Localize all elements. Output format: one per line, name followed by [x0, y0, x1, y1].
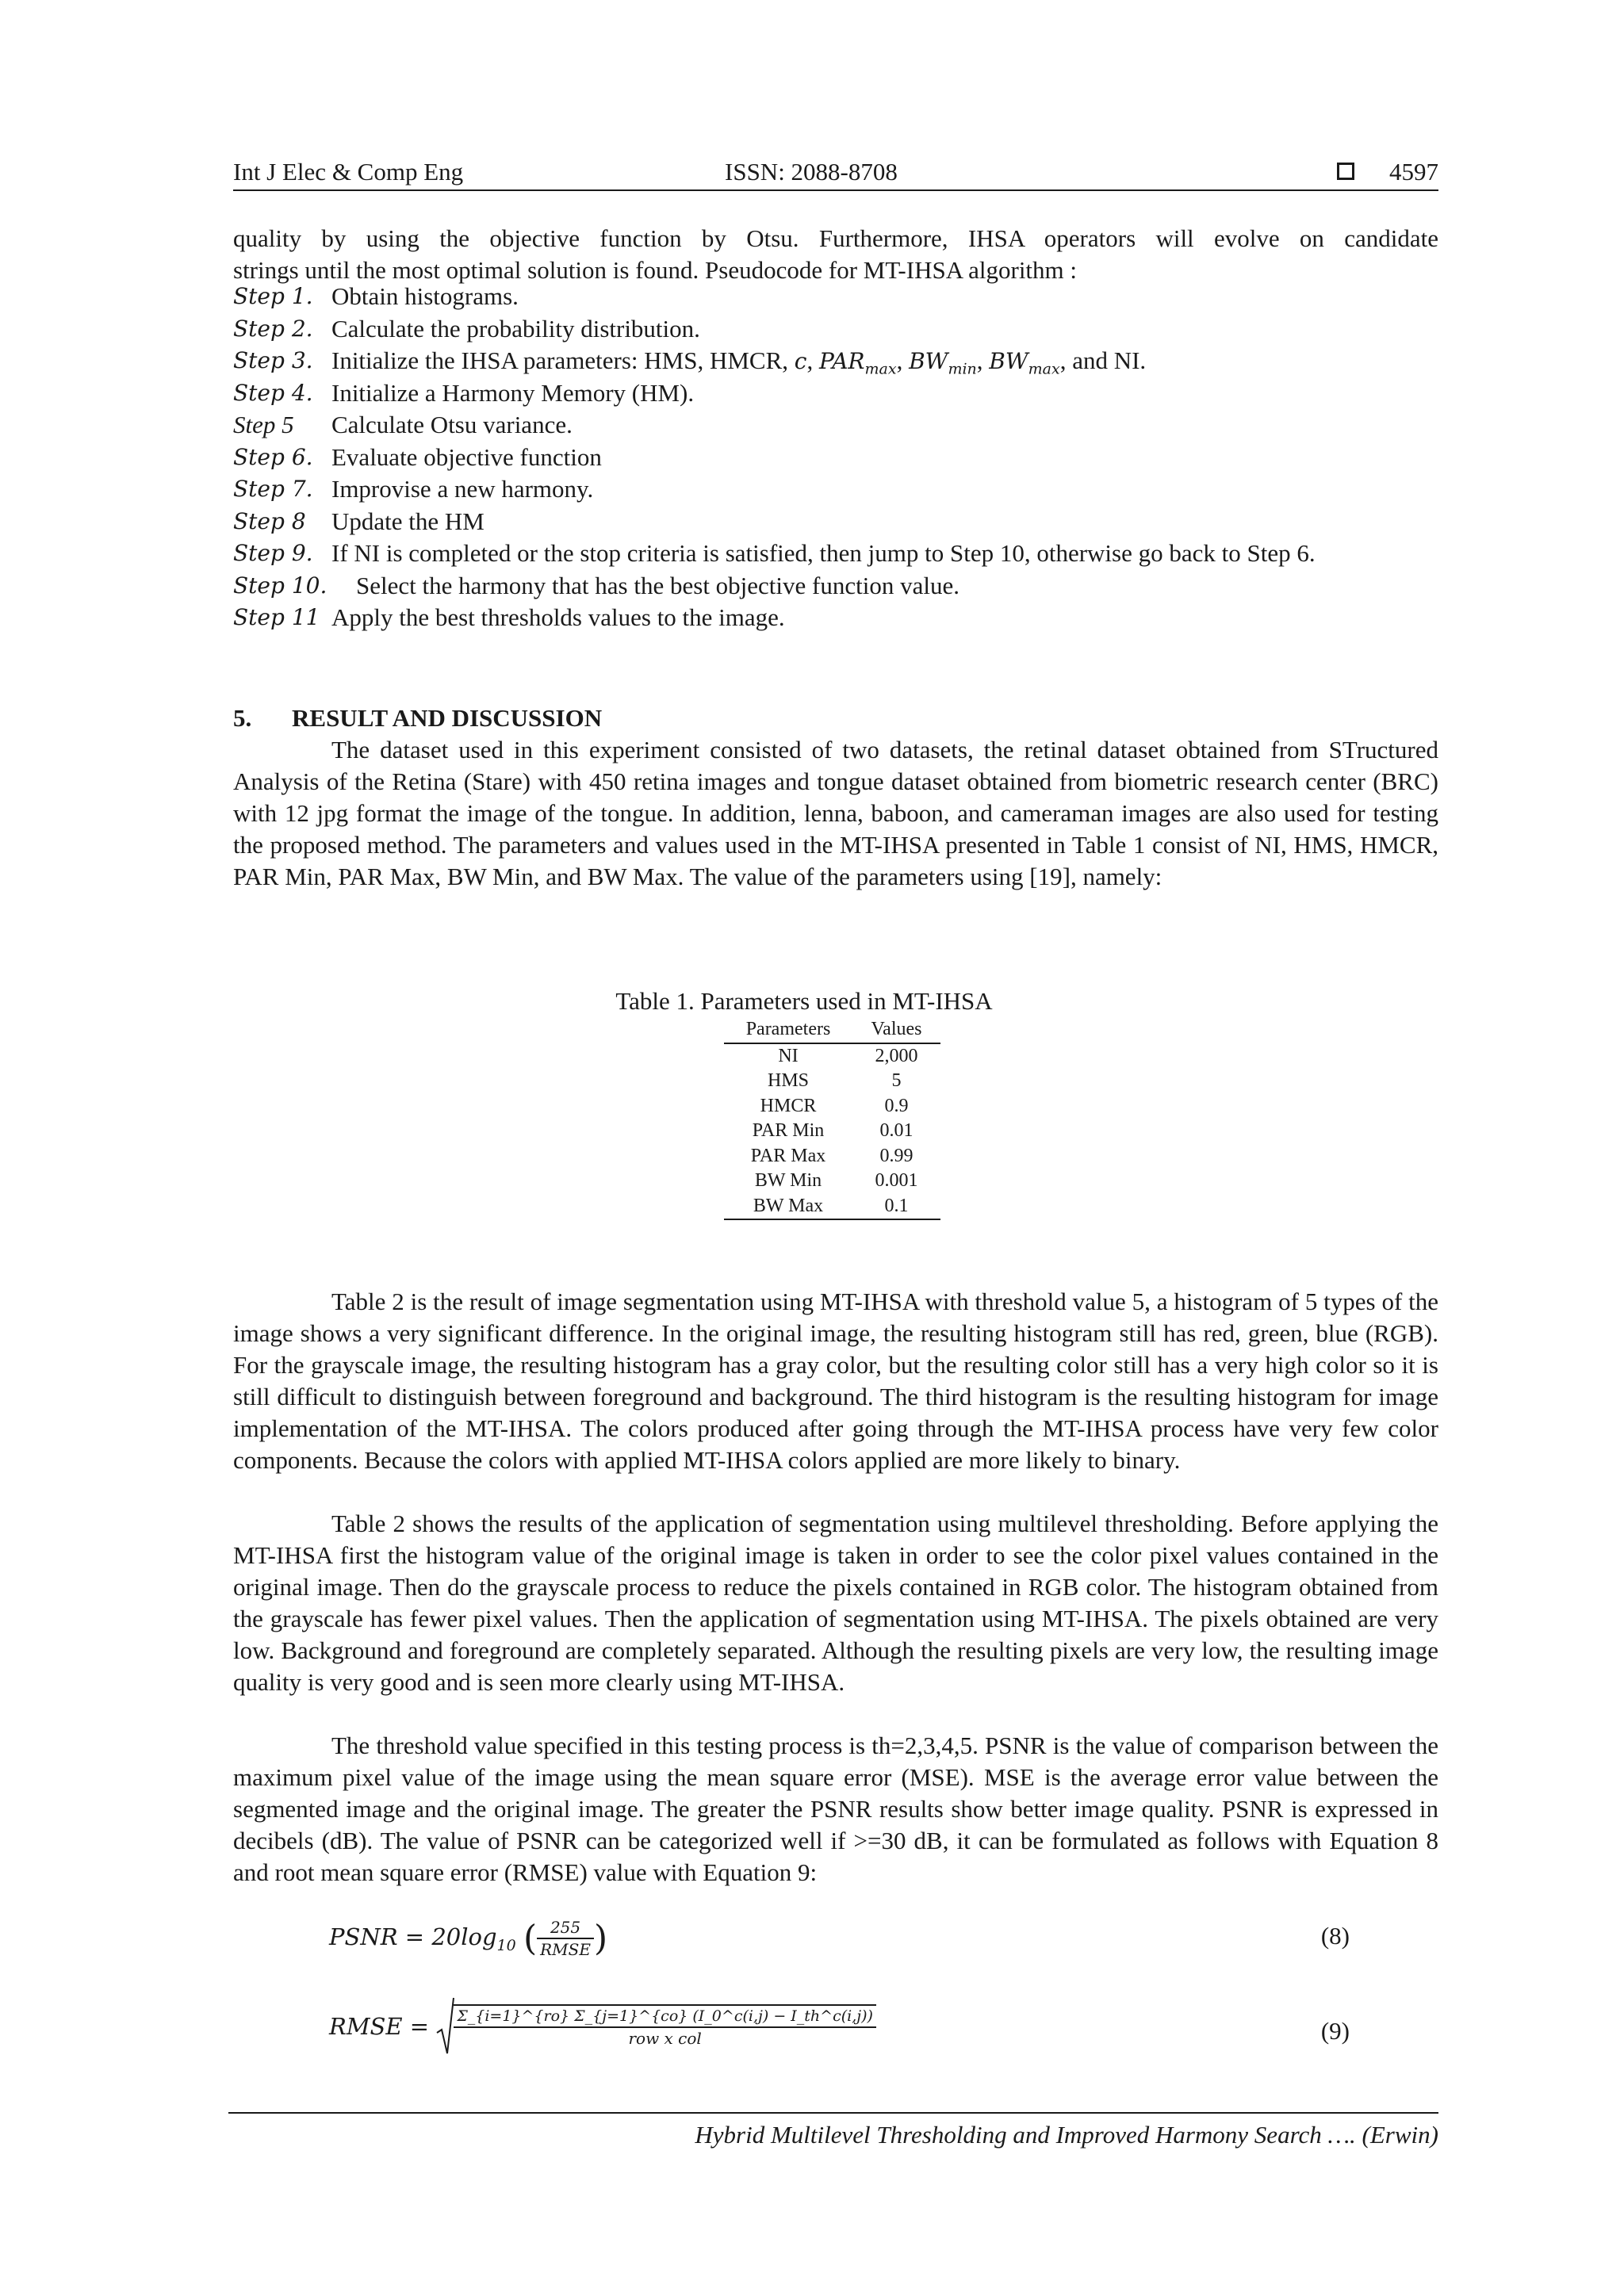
- intro-line-1: quality by using the objective function by Otsu. Furthermore, IHSA operators will evolve on candidate: [233, 224, 1438, 252]
- step-label: Step 9.: [233, 540, 313, 566]
- step-label: Step 10.: [233, 572, 327, 599]
- step-5: [233, 409, 1454, 442]
- math-sub: min: [948, 360, 977, 378]
- step-label: Step 2.: [233, 315, 313, 342]
- table-cell: 0.1: [852, 1194, 940, 1220]
- equation-lhs: RMSE =: [329, 2013, 437, 2040]
- step-text: Calculate Otsu variance.: [331, 411, 573, 438]
- paragraph-histogram: Table 2 is the result of image segmentation using MT-IHSA with threshold value 5, a histogram of 5 types of the image shows a very significant difference. In the original image, the resulting histogram still has red, green, blue (RGB). For the grayscale image, the resulting histogram has a gray color, but the resulting color still has a very high color so it is still difficult to distinguish between foreground and background. The third histogram is the resulting histogram for image implementation of the MT-IHSA. The colors produced after going through the MT-IHSA process have very few color components. Because the colors with applied MT-IHSA colors applied are more likely to binary.: [233, 1288, 1438, 1474]
- header-rule: [233, 189, 1438, 191]
- step-text: Obtain histograms.: [331, 282, 519, 310]
- table-cell: 0.001: [875, 1170, 918, 1191]
- table-row: [724, 1043, 940, 1070]
- step-text: Update the HM: [331, 507, 485, 535]
- table-cell: BW Min: [754, 1170, 822, 1191]
- step-label: Step 4.: [233, 379, 313, 406]
- table-row: [724, 1194, 940, 1220]
- radical-icon: [436, 1996, 455, 2057]
- step-text: Evaluate objective function: [331, 442, 602, 471]
- table-row: [724, 1169, 940, 1194]
- parameters-table: [724, 1017, 940, 1220]
- table-cell: BW Max: [724, 1194, 852, 1220]
- step-text-part: , and NI.: [1059, 346, 1147, 374]
- equation-lhs: PSNR = 20log: [329, 1923, 497, 1950]
- step-9: [233, 538, 1454, 570]
- step-text-part: Initialize the IHSA parameters: HMS, HMCR,: [331, 346, 795, 374]
- step-label: Step 8: [233, 507, 306, 534]
- column-header: Parameters: [724, 1017, 852, 1043]
- section-number: 5.: [233, 704, 252, 732]
- table-cell: PAR Max: [750, 1145, 826, 1166]
- table-caption-text: Table 1. Parameters used in MT-IHSA: [615, 987, 993, 1015]
- table-row: [724, 1094, 940, 1119]
- equation-subscript: 10: [496, 1936, 516, 1954]
- section-heading: [233, 702, 602, 734]
- step-3: [233, 345, 1454, 377]
- math-bw-min: [909, 348, 977, 378]
- journal-name: Int J Elec & Comp Eng: [233, 158, 464, 186]
- pseudocode-steps: [233, 281, 1454, 634]
- math-par: PAR: [818, 348, 865, 374]
- step-text: Initialize the IHSA parameters: HMS, HMCR, c, $PAR_{max}$, $BW_{min}$, $BW_{max}$, and NI.: [331, 346, 1147, 378]
- step-text: Apply the best thresholds values to the image.: [331, 603, 785, 631]
- equation-9: [329, 1996, 876, 2057]
- math-bw: BW: [909, 348, 948, 374]
- fraction-numerator: 255: [537, 1917, 594, 1939]
- step-label: Step 11: [233, 604, 320, 630]
- paragraph-psnr: The threshold value specified in this testing process is th=2,3,4,5. PSNR is the value of comparison between the maximum pixel value of the image using the mean square error (MSE). MSE is the average error value between the segmented image and the original image. The greater the PSNR results show better image quality. PSNR is expressed in decibels (dB). The value of PSNR can be categorized well if >=30 dB, it can be formulated as follows with Equation 8 and root mean square error (RMSE) value with Equation 9:: [233, 1732, 1438, 1886]
- fraction-denominator: RMSE: [540, 1940, 591, 1959]
- table-cell: 5: [891, 1070, 902, 1091]
- table-row: [724, 1119, 940, 1144]
- table-cell: 2,000: [875, 1045, 918, 1066]
- step-6: [233, 442, 1454, 474]
- running-footer: Hybrid Multilevel Thresholding and Improved Harmony Search …. (Erwin): [695, 2121, 1438, 2149]
- math-bw-max: [989, 348, 1060, 378]
- step-text: Improvise a new harmony.: [331, 475, 594, 503]
- equation-number: (9): [1320, 2017, 1350, 2045]
- step-10: [233, 570, 1454, 603]
- page-number: 4597: [1389, 158, 1438, 186]
- section-title: RESULT AND DISCUSSION: [292, 704, 603, 732]
- equation-8: [329, 1917, 607, 1960]
- math-par-max: [818, 348, 897, 378]
- table-row: [724, 1069, 940, 1094]
- step-label: Step 6.: [233, 443, 313, 470]
- square-root: [436, 1996, 876, 2057]
- step-label: Step 7.: [233, 476, 313, 502]
- step-2: [233, 313, 1454, 346]
- step-8: [233, 506, 1454, 538]
- paragraph-segmentation: Table 2 shows the results of the application of segmentation using multilevel thresholding. Before applying the MT-IHSA first the histogram value of the original image is taken in order to see the color pixel values contained in the original image. Then do the grayscale process to reduce the pixels contained in RGB color. The histogram obtained from the grayscale has fewer pixel values. Then the application of segmentation using MT-IHSA. The pixels obtained are very low. Background and foreground are completely separated. Although the resulting pixels are very low, the resulting image quality is very good and is seen more clearly using MT-IHSA.: [233, 1510, 1438, 1696]
- paragraph-dataset: The dataset used in this experiment consisted of two datasets, the retinal dataset obtained from STructured Analysis of the Retina (Stare) with 450 retina images and tongue dataset obtained from biometric research center (BRC) with 12 jpg format the image of the tongue. In addition, lenna, baboon, and cameraman images are also used for testing the proposed method. The parameters and values used in the MT-IHSA presented in Table 1 consist of NI, HMS, HMCR, PAR Min, PAR Max, BW Min, and BW Max. The value of the parameters using [19], namely:: [233, 736, 1438, 890]
- math-sub: max: [864, 360, 897, 378]
- table-cell: 0.9: [884, 1095, 909, 1116]
- intro-line-2: strings until the most optimal solution is found. Pseudocode for MT-IHSA algorithm :: [233, 256, 1078, 284]
- step-text: Initialize a Harmony Memory (HM).: [331, 378, 695, 407]
- left-paren: (: [523, 1918, 538, 1959]
- fraction: [537, 1917, 594, 1960]
- table-cell: 0.01: [879, 1120, 914, 1141]
- step-text: Select the harmony that has the best objective function value.: [356, 571, 959, 599]
- table-row: [724, 1144, 940, 1169]
- step-11: [233, 602, 1454, 634]
- footer-rule: [228, 2112, 1438, 2114]
- math-sub: max: [1028, 360, 1060, 378]
- table-cell: NI: [778, 1045, 799, 1066]
- fraction: [454, 2004, 876, 2049]
- table-header-row: [724, 1017, 940, 1043]
- running-header: [233, 155, 1438, 189]
- column-header: Values: [852, 1017, 940, 1043]
- table-cell: HMS: [767, 1070, 810, 1091]
- step-label: Step 1.: [233, 283, 313, 309]
- table-cell: 0.99: [879, 1145, 914, 1166]
- fraction-denominator: row x col: [628, 2029, 702, 2048]
- step-label: Step 5: [233, 411, 294, 438]
- step-label: Step 3.: [233, 347, 313, 373]
- right-paren: ): [593, 1918, 608, 1959]
- issn: ISSN: 2088-8708: [725, 158, 898, 186]
- equation-number: (8): [1320, 1922, 1350, 1950]
- step-7: [233, 473, 1454, 506]
- table-1-caption: [0, 985, 1624, 1017]
- fraction-numerator: Σ_{i=1}^{ro} Σ_{j=1}^{co} (I_0^c(i,j) − I_th^c(i,j)): [454, 2006, 876, 2028]
- square-bullet-icon: [1337, 163, 1354, 180]
- math-c: c: [794, 348, 807, 374]
- step-text: Calculate the probability distribution.: [331, 314, 700, 342]
- step-1: [233, 281, 1454, 313]
- table-cell: PAR Min: [752, 1120, 825, 1141]
- math-bw: BW: [989, 348, 1028, 374]
- step-4: [233, 377, 1454, 410]
- step-text: If NI is completed or the stop criteria is satisfied, then jump to Step 10, otherwise go back to Step 6.: [331, 539, 1316, 567]
- table-cell: HMCR: [760, 1095, 817, 1116]
